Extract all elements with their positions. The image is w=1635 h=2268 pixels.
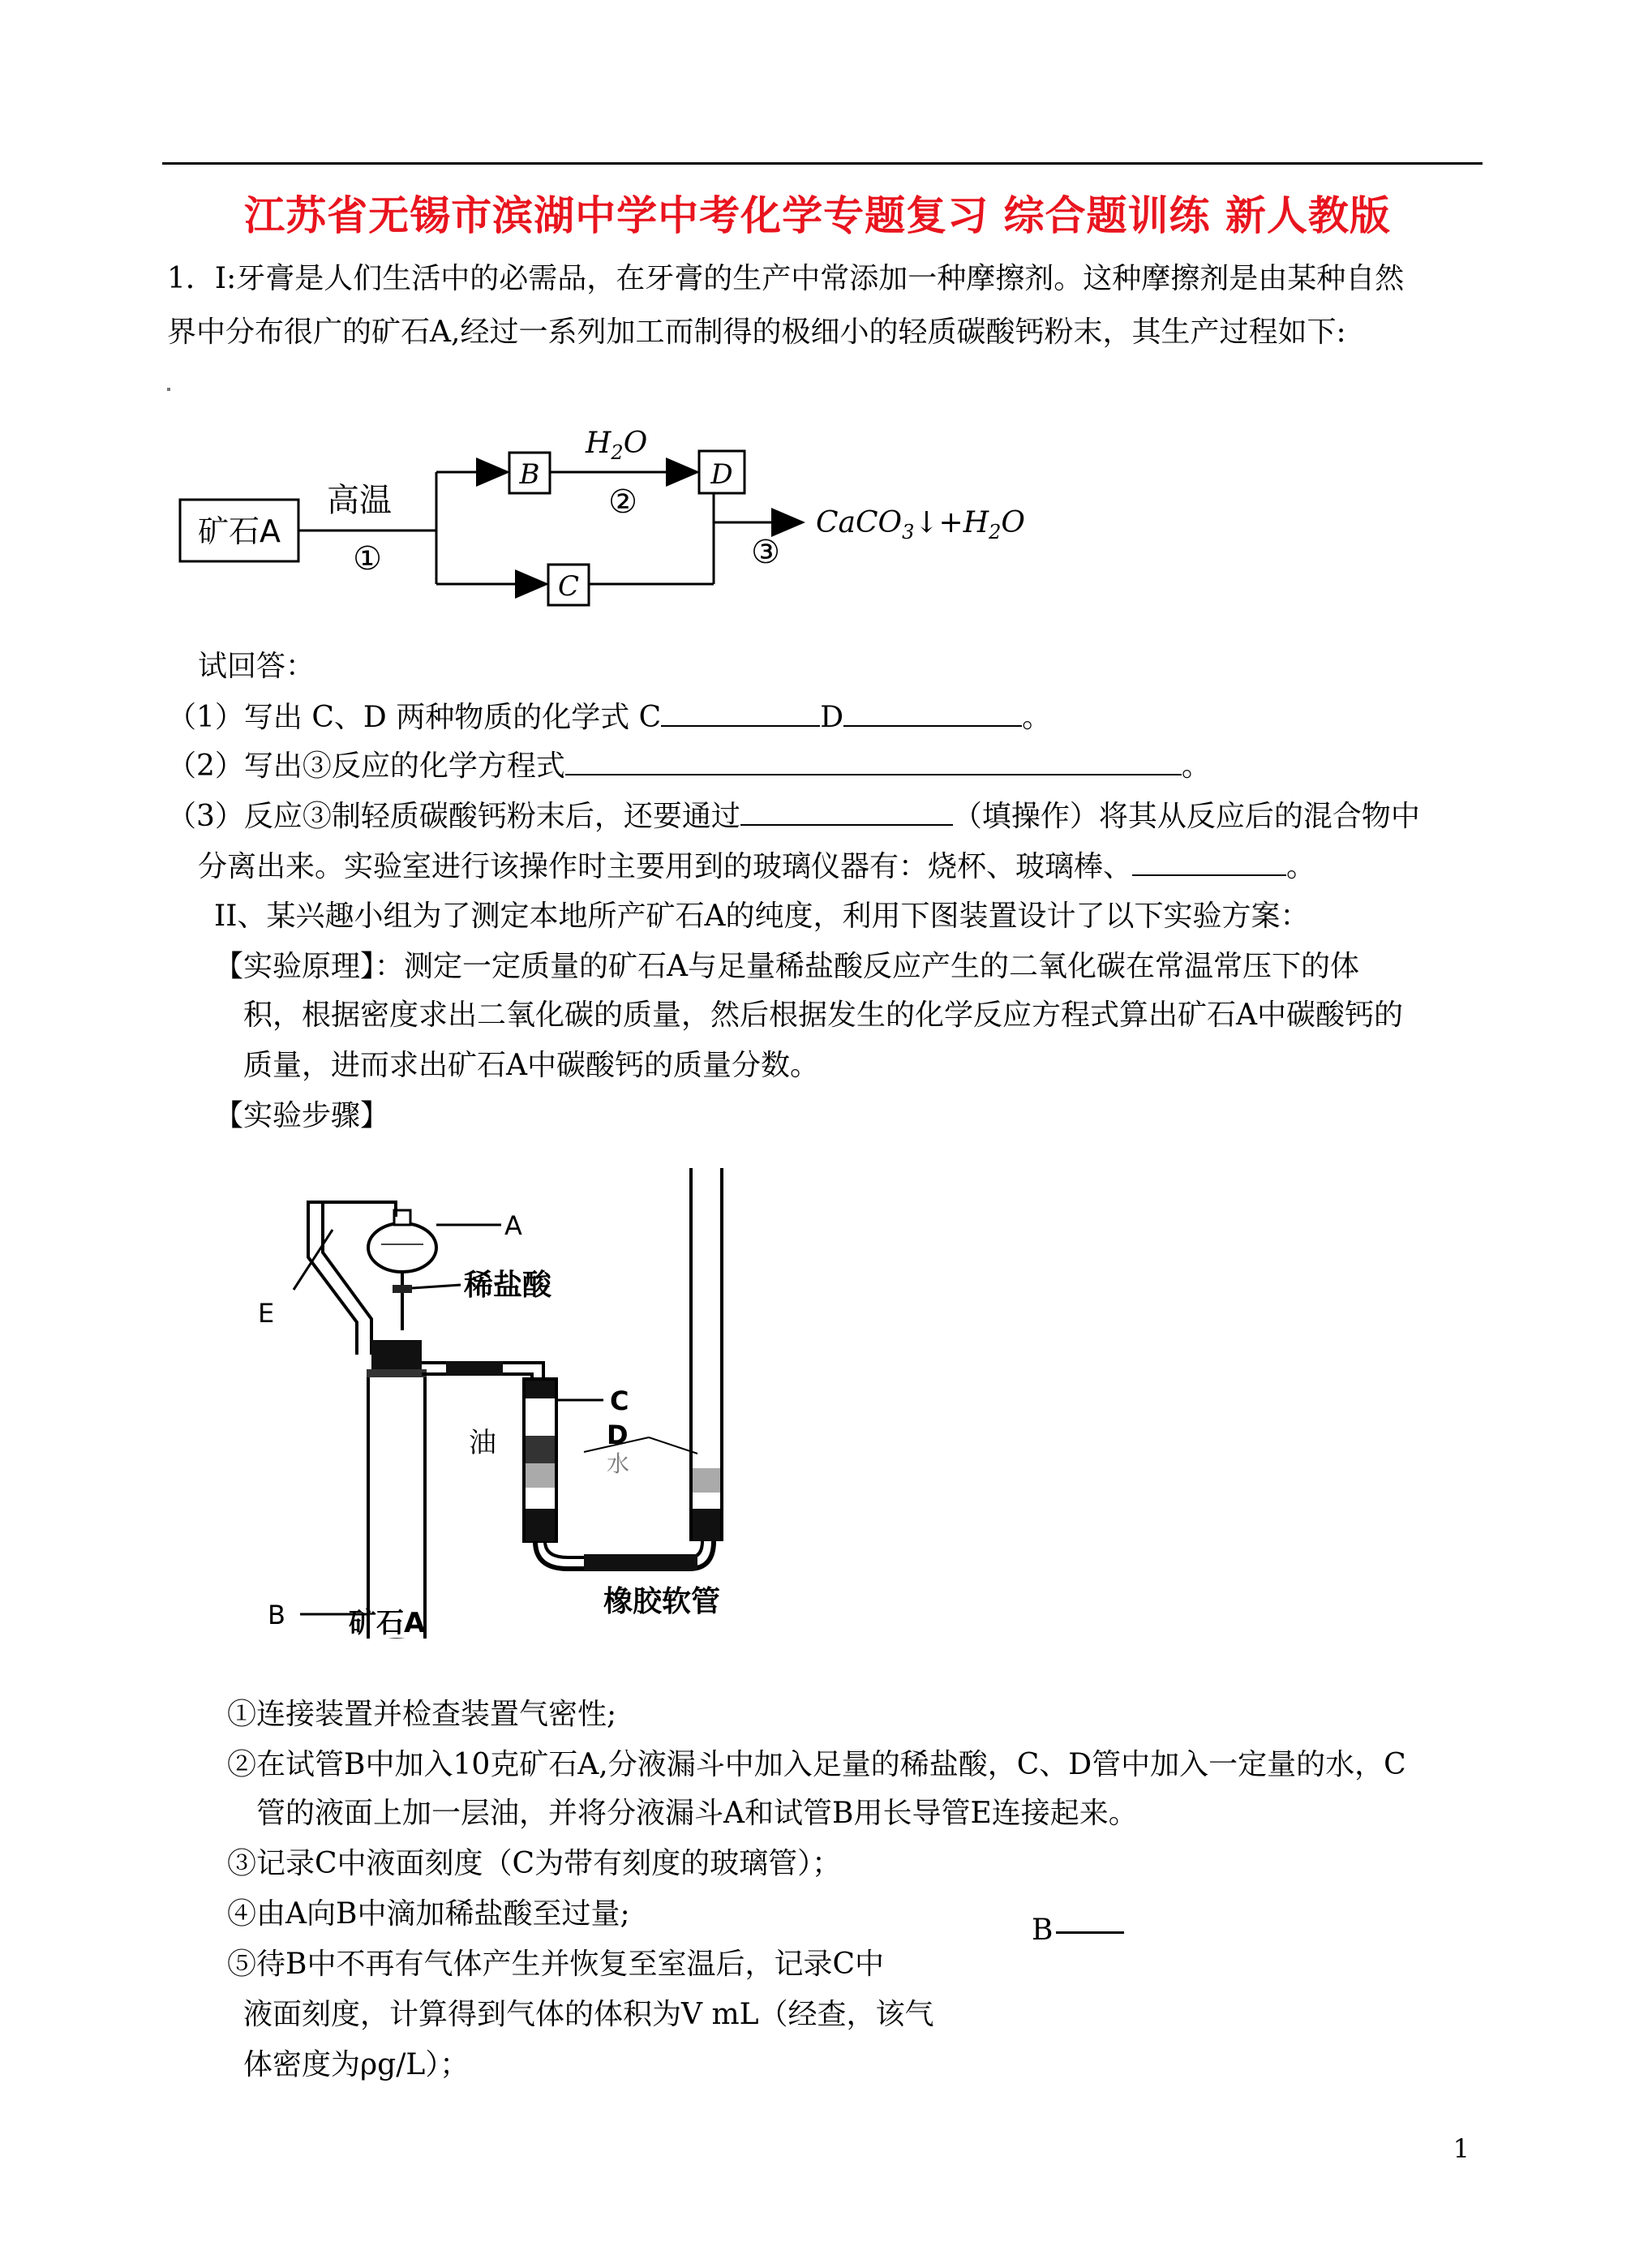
q2-text: （2）写出③反应的化学方程式 [167,750,565,783]
process-flow-diagram [162,422,1095,665]
box-b-label: B [519,458,540,491]
principle-line1: 【实验原理】：测定一定质量的矿石A与足量稀盐酸反应产生的二氧化碳在常温常压下的体 [214,950,1359,983]
answer-prompt: 试回答： [198,650,315,683]
q1-intro-line1: 1．I:牙膏是人们生活中的必需品，在牙膏的生产中常添加一种摩擦剂。这种摩擦剂是由某种自然 [167,262,1405,295]
step-5-line3: 体密度为ρg/L）； [243,2048,470,2081]
q3-blank-operation[interactable] [740,797,953,826]
box-c-label: C [557,570,580,603]
step1-label: ① [353,540,382,578]
question-1 [167,698,1051,735]
label-b: B [268,1600,285,1630]
step-2-line1: ②在试管B中加入10克矿石A,分液漏斗中加入足量的稀盐酸，C、D管中加入一定量的水，C [227,1748,1406,1781]
q3-mid: （填操作）将其从反应后的混合物中 [952,800,1420,833]
label-acid: 稀盐酸 [464,1269,552,1302]
label-hose: 橡胶软管 [603,1585,721,1618]
step-5-line2: 液面刻度，计算得到气体的体积为V mL（经查，该气 [243,1998,934,2031]
step-4: ④由A向B中滴加稀盐酸至过量; [227,1897,630,1931]
label-d: D [607,1420,629,1450]
step-1: ①连接装置并检查装置气密性; [227,1698,617,1731]
step2-label: ② [608,483,637,521]
separatory-funnel [368,1223,436,1272]
q1-blank-d[interactable] [843,698,1022,727]
header-rule [162,162,1483,165]
principle-line3: 质量，进而求出矿石A中碳酸钙的质量分数。 [243,1049,819,1082]
q2-blank[interactable] [565,746,1182,775]
step3-label: ③ [751,534,780,571]
label-c: C [610,1385,629,1416]
q3-line2: 分离出来。实验室进行该操作时主要用到的玻璃仪器有：烧杯、玻璃棒、 [198,850,1133,883]
question-3 [167,797,1420,834]
steps-heading: 【实验步骤】 [214,1099,390,1132]
q3-blank-instrument[interactable] [1132,847,1286,876]
q1-text: （1）写出 C、D 两种物质的化学式 C [167,701,662,734]
product-label: $CaCO_3↓+H_2O$ [816,506,1025,543]
label-ore: 矿石A [349,1607,426,1639]
question-2 [167,746,1211,784]
q3-text: （3）反应③制轻质碳酸钙粉末后，还要通过 [167,800,740,833]
apparatus-diagram [243,1160,811,1639]
page-number: 1 [1453,2133,1470,2164]
q1-end: 。 [1022,701,1052,734]
ore-label: 矿石A [198,513,281,549]
part2-intro: II、某兴趣小组为了测定本地所产矿石A的纯度，利用下图装置设计了以下实验方案： [214,900,1310,933]
side-label-b [1032,1913,1124,1948]
step-5-line1: ⑤待B中不再有气体产生并恢复至室温后，记录C中 [227,1948,885,1981]
step-3: ③记录C中液面刻度（C为带有刻度的玻璃管）； [227,1847,842,1880]
q3-end: 。 [1286,850,1316,883]
label-oil: 油 [469,1427,496,1459]
question-3-line2 [198,847,1315,884]
principle-line2: 积，根据密度求出二氧化碳的质量，然后根据发生的化学反应方程式算出矿石A中碳酸钙的 [243,999,1403,1032]
page-title: 江苏省无锡市滨湖中学中考化学专题复习 综合题训练 新人教版 [244,192,1391,239]
q1-blank-c[interactable] [661,698,820,727]
label-water: 水 [607,1450,630,1477]
q2-end: 。 [1181,750,1211,783]
label-e: E [258,1298,275,1329]
high-temp-label: 高温 [327,482,392,519]
label-a: A [504,1210,522,1241]
water-label: $H_2O$ [586,427,648,464]
q1-mid: D [820,701,844,734]
stray-dot [167,388,170,391]
box-d-label: D [710,458,733,491]
q1-intro-line2: 界中分布很广的矿石A,经过一系列加工而制得的极细小的轻质碳酸钙粉末，其生产过程如下: [167,316,1346,349]
side-label-b-text: B [1032,1914,1054,1947]
side-label-b-line [1056,1931,1124,1934]
step-2-line2: 管的液面上加一层油，并将分液漏斗A和试管B用长导管E连接起来。 [256,1797,1138,1830]
